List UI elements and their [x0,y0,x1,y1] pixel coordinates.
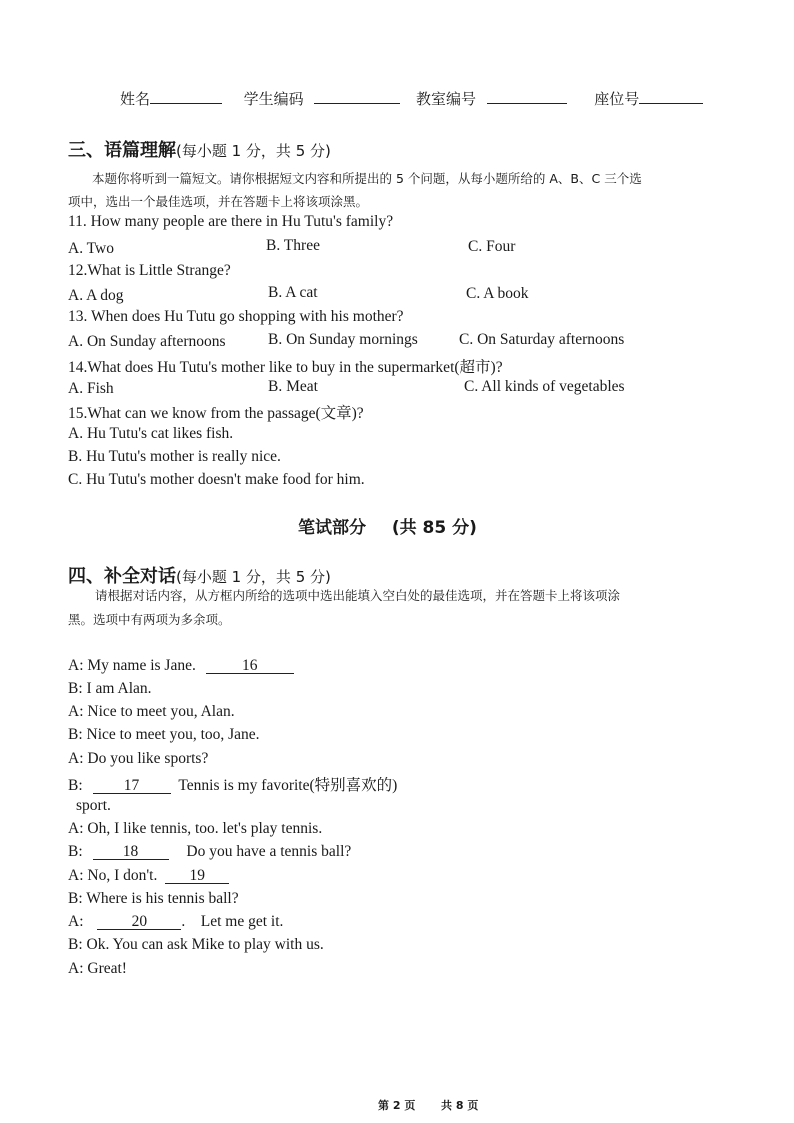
dialogue-line-4: B: Nice to meet you, too, Jane. [68,726,260,743]
section-4-instructions-2: 黑。选项中有两项为多余项。 [68,612,231,627]
written-part-heading [298,513,477,538]
name-field[interactable] [150,89,222,104]
dialogue-text: A: My name is Jane. [68,657,196,674]
dialogue-line-7: A: Oh, I like tennis, too. let's play tennis. [68,820,323,837]
question-15-stem: 15.What can we know from the passage(文章)? [68,405,364,422]
question-11-option-c[interactable]: C. Four [468,238,516,255]
dialogue-text: Do you have a tennis ball? [186,843,352,860]
written-part-points: (共 85 分) [391,518,477,538]
dialogue-text: Tennis is my favorite(特别喜欢的) [178,777,398,794]
dialogue-text: . Let me get it. [181,913,284,930]
section-4-title: 四、补全对话 [68,566,176,587]
page-number: 第 2 页 [378,1099,416,1112]
section-4-instructions-1: 请根据对话内容，从方框内所给的选项中选出能填入空白处的最佳选项，并在答题卡上将该项涂 [95,588,621,603]
name-label: 姓名 [120,90,151,108]
dialogue-line-12: B: Ok. You can ask Mike to play with us. [68,936,324,953]
section-3-instructions-1: 本题你将听到一篇短文。请你根据短文内容和所提出的 5 个问题，从每小题所给的 A、B、C 三个选 [92,171,642,186]
question-11-option-a[interactable]: A. Two [68,240,114,257]
blank-18[interactable]: 18 [93,844,169,860]
question-15-option-c[interactable]: C. Hu Tutu's mother doesn't make food for him. [68,471,365,488]
question-14-option-a[interactable]: A. Fish [68,380,114,397]
section-4-points: (每小题 1 分，共 5 分) [176,568,331,586]
blank-20[interactable]: 20 [97,914,181,930]
student-info-header [120,88,703,109]
question-14-option-c[interactable]: C. All kinds of vegetables [464,378,625,395]
question-13-stem: 13. When does Hu Tutu go shopping with his mother? [68,308,404,325]
dialogue-line-6 [68,773,397,795]
seat-field[interactable] [639,89,703,104]
section-4-heading [68,562,331,588]
dialogue-line-10: B: Where is his tennis ball? [68,890,239,907]
dialogue-speaker: B: [68,777,83,794]
section-3-instructions-2: 项中，选出一个最佳选项，并在答题卡上将该项涂黑。 [68,194,369,209]
question-13-option-a[interactable]: A. On Sunday afternoons [68,333,226,350]
section-3-points: (每小题 1 分，共 5 分) [176,142,331,160]
dialogue-line-3: A: Nice to meet you, Alan. [68,703,235,720]
dialogue-line-5: A: Do you like sports? [68,750,209,767]
dialogue-speaker: B: [68,843,83,860]
classroom-field[interactable] [487,89,567,104]
question-12-option-c[interactable]: C. A book [466,285,529,302]
question-15-option-b[interactable]: B. Hu Tutu's mother is really nice. [68,448,281,465]
dialogue-line-1 [68,657,294,675]
dialogue-text: A: No, I don't. [68,867,158,884]
dialogue-line-9 [68,867,229,885]
section-3-title: 三、语篇理解 [68,140,176,161]
question-14-stem: 14.What does Hu Tutu's mother like to buy in the supermarket(超市)? [68,359,503,376]
question-12-option-b[interactable]: B. A cat [268,284,318,301]
page-footer [378,1097,478,1113]
dialogue-line-11 [68,913,283,931]
question-11-option-b[interactable]: B. Three [266,237,320,254]
section-3-heading [68,136,331,162]
blank-17[interactable]: 17 [93,778,171,794]
question-13-option-b[interactable]: B. On Sunday mornings [268,331,418,348]
question-12-option-a[interactable]: A. A dog [68,287,124,304]
question-13-option-c[interactable]: C. On Saturday afternoons [459,331,625,348]
dialogue-line-6-cont: sport. [76,797,111,814]
classroom-label: 教室编号 [415,90,476,108]
page-total: 共 8 页 [441,1099,479,1112]
written-part-title: 笔试部分 [298,518,366,538]
question-12-stem: 12.What is Little Strange? [68,262,231,279]
dialogue-line-2: B: I am Alan. [68,680,152,697]
dialogue-line-8 [68,843,351,861]
dialogue-speaker: A: [68,913,84,930]
dialogue-line-13: A: Great! [68,960,127,977]
seat-label: 座位号 [594,90,640,108]
question-14-option-b[interactable]: B. Meat [268,378,318,395]
blank-19[interactable]: 19 [165,868,229,884]
student-id-field[interactable] [314,89,400,104]
question-11-stem: 11. How many people are there in Hu Tutu's family? [68,213,394,230]
question-15-option-a[interactable]: A. Hu Tutu's cat likes fish. [68,425,234,442]
blank-16[interactable]: 16 [206,658,294,674]
student-id-label: 学生编码 [243,90,304,108]
